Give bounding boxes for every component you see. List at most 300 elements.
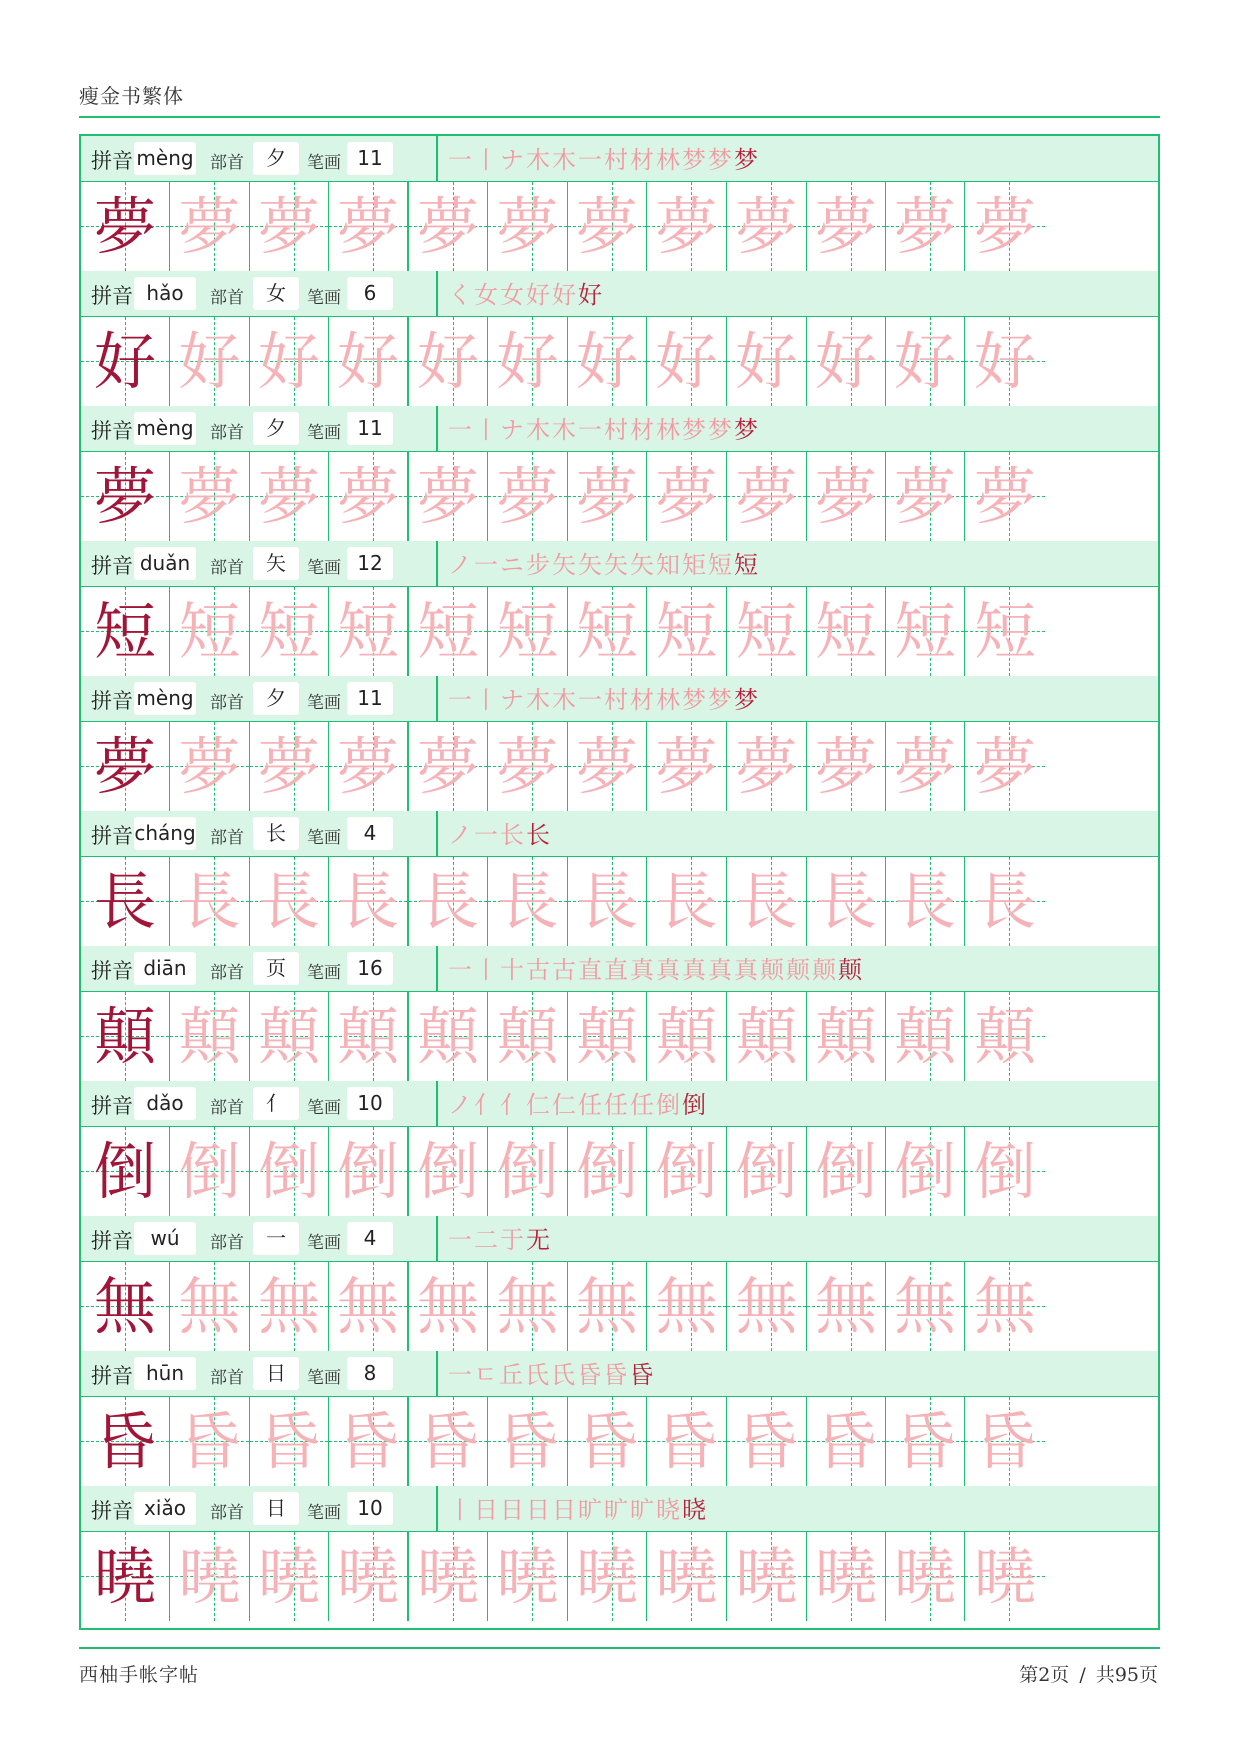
trace-character: 夢 <box>973 460 1036 533</box>
trace-cell[interactable] <box>727 1262 807 1351</box>
trace-cell[interactable] <box>568 1262 647 1351</box>
trace-cell[interactable] <box>647 1397 727 1486</box>
header-divider <box>79 116 1160 118</box>
trace-cell[interactable] <box>409 182 488 271</box>
trace-cell[interactable] <box>886 452 965 541</box>
trace-cell[interactable] <box>727 182 807 271</box>
trace-cell[interactable] <box>170 182 250 271</box>
trace-cell[interactable] <box>250 587 329 676</box>
trace-character: 好 <box>575 325 638 398</box>
trace-character: 夢 <box>257 190 320 263</box>
trace-cell[interactable] <box>250 1532 329 1621</box>
trace-character: 好 <box>416 325 479 398</box>
trace-cell[interactable] <box>727 317 807 406</box>
trace-cell[interactable] <box>329 1532 409 1621</box>
trace-character: 顛 <box>655 1000 718 1073</box>
trace-character: 短 <box>496 595 559 668</box>
trace-cell[interactable] <box>886 1397 965 1486</box>
trace-cell[interactable] <box>488 857 568 946</box>
trace-character: 長 <box>655 865 718 938</box>
trace-character: 長 <box>893 865 956 938</box>
trace-cell[interactable] <box>250 1397 329 1486</box>
trace-cell[interactable] <box>329 182 409 271</box>
trace-character: 顛 <box>575 1000 638 1073</box>
trace-character: 長 <box>575 865 638 938</box>
radical-label: 部首 <box>210 153 244 173</box>
trace-character: 曉 <box>814 1540 877 1613</box>
trace-character: 倒 <box>257 1135 320 1208</box>
stroke-count-value: 4 <box>347 1222 393 1255</box>
trace-cell[interactable] <box>807 452 886 541</box>
pinyin-label: 拼音 <box>91 284 133 308</box>
trace-cell[interactable] <box>807 722 886 811</box>
trace-cell[interactable] <box>488 1127 568 1216</box>
stroke-count-value: 11 <box>347 142 393 175</box>
model-cell <box>81 857 170 946</box>
radical-label: 部首 <box>210 693 244 713</box>
trace-character: 夢 <box>496 460 559 533</box>
trace-cell[interactable] <box>488 722 568 811</box>
trace-character: 短 <box>655 595 718 668</box>
trace-character: 夢 <box>178 460 241 533</box>
radical-value: 日 <box>253 1357 299 1390</box>
trace-cell[interactable] <box>488 587 568 676</box>
stroke-order-sequence: 一丨十古古直直真真真真真颠颠颠颠 <box>448 956 864 984</box>
entry-meta <box>81 946 438 991</box>
trace-cell[interactable] <box>727 857 807 946</box>
trace-cell[interactable] <box>807 1127 886 1216</box>
trace-cell[interactable] <box>807 992 886 1081</box>
trace-cell[interactable] <box>488 992 568 1081</box>
entry-meta <box>81 1486 438 1531</box>
trace-character: 無 <box>973 1270 1036 1343</box>
trace-cell[interactable] <box>727 992 807 1081</box>
stroke-count-label: 笔画 <box>307 693 341 713</box>
trace-character: 夢 <box>735 460 798 533</box>
stroke-order-bar <box>438 1486 1158 1531</box>
trace-cell[interactable] <box>965 1532 1045 1621</box>
trace-cell[interactable] <box>568 1397 647 1486</box>
trace-cell[interactable] <box>409 857 488 946</box>
trace-cell[interactable] <box>886 857 965 946</box>
trace-cell[interactable] <box>409 452 488 541</box>
stroke-order-final: 梦 <box>734 416 760 444</box>
trace-character: 夢 <box>814 730 877 803</box>
model-cell <box>81 1127 170 1216</box>
stroke-count-label: 笔画 <box>307 1503 341 1523</box>
trace-character: 夢 <box>814 190 877 263</box>
stroke-order-bar <box>438 811 1158 856</box>
trace-cell[interactable] <box>807 317 886 406</box>
trace-cell[interactable] <box>329 857 409 946</box>
pinyin-label: 拼音 <box>91 554 133 578</box>
trace-character: 夢 <box>973 730 1036 803</box>
trace-character: 昏 <box>496 1405 559 1478</box>
trace-cell[interactable] <box>965 587 1045 676</box>
trace-cell[interactable] <box>965 722 1045 811</box>
trace-cell[interactable] <box>886 1127 965 1216</box>
trace-cell[interactable] <box>488 1262 568 1351</box>
trace-cell[interactable] <box>727 587 807 676</box>
trace-cell[interactable] <box>488 1397 568 1486</box>
trace-cell[interactable] <box>965 1397 1045 1486</box>
trace-character: 長 <box>814 865 877 938</box>
trace-character: 夢 <box>416 460 479 533</box>
trace-cell[interactable] <box>170 1532 250 1621</box>
trace-character: 曉 <box>893 1540 956 1613</box>
stroke-order-sequence: く女女好好好 <box>448 281 604 309</box>
trace-cell[interactable] <box>647 587 727 676</box>
trace-cell[interactable] <box>807 1532 886 1621</box>
stroke-order-sequence: 一丨ナ木木一村材林梦梦梦 <box>448 686 760 714</box>
radical-label: 部首 <box>210 1368 244 1388</box>
trace-character: 無 <box>814 1270 877 1343</box>
trace-character: 夢 <box>257 730 320 803</box>
stroke-order-sequence: 一丨ナ木木一村材林梦梦梦 <box>448 416 760 444</box>
trace-cell[interactable] <box>727 1532 807 1621</box>
stroke-count-label: 笔画 <box>307 828 341 848</box>
trace-cell[interactable] <box>965 992 1045 1081</box>
model-cell <box>81 182 170 271</box>
model-character: 無 <box>93 1270 156 1343</box>
trace-character: 夢 <box>575 730 638 803</box>
pinyin-label: 拼音 <box>91 419 133 443</box>
trace-cell[interactable] <box>488 452 568 541</box>
practice-row <box>81 1127 1158 1216</box>
trace-cell[interactable] <box>965 317 1045 406</box>
pinyin-value: wú <box>134 1222 196 1255</box>
trace-character: 夢 <box>416 730 479 803</box>
practice-grid <box>79 134 1160 1630</box>
trace-cell[interactable] <box>250 452 329 541</box>
entry-meta <box>81 136 438 181</box>
trace-character: 短 <box>973 595 1036 668</box>
trace-character: 昏 <box>336 1405 399 1478</box>
trace-cell[interactable] <box>329 1127 409 1216</box>
trace-character: 好 <box>178 325 241 398</box>
trace-character: 曉 <box>336 1540 399 1613</box>
stroke-order-final: 短 <box>734 551 760 579</box>
trace-cell[interactable] <box>568 1532 647 1621</box>
trace-cell[interactable] <box>170 1397 250 1486</box>
trace-cell[interactable] <box>250 182 329 271</box>
trace-cell[interactable] <box>886 587 965 676</box>
trace-character: 昏 <box>735 1405 798 1478</box>
trace-cell[interactable] <box>727 1397 807 1486</box>
trace-cell[interactable] <box>886 1532 965 1621</box>
stroke-order-final: 晓 <box>682 1496 708 1524</box>
trace-cell[interactable] <box>886 1262 965 1351</box>
trace-character: 好 <box>655 325 718 398</box>
trace-character: 昏 <box>257 1405 320 1478</box>
trace-character: 昏 <box>575 1405 638 1478</box>
pinyin-value: hūn <box>134 1357 196 1390</box>
practice-row <box>81 1532 1158 1621</box>
trace-cell[interactable] <box>727 1127 807 1216</box>
trace-character: 夢 <box>336 460 399 533</box>
practice-row <box>81 182 1158 271</box>
model-character: 昏 <box>93 1405 156 1478</box>
trace-character: 曉 <box>178 1540 241 1613</box>
trace-cell[interactable] <box>965 182 1045 271</box>
trace-character: 倒 <box>655 1135 718 1208</box>
trace-cell[interactable] <box>250 1262 329 1351</box>
pinyin-label: 拼音 <box>91 149 133 173</box>
trace-character: 倒 <box>575 1135 638 1208</box>
trace-character: 夢 <box>496 730 559 803</box>
stroke-count-value: 6 <box>347 277 393 310</box>
radical-value: 夕 <box>253 142 299 175</box>
stroke-order-bar <box>438 1081 1158 1126</box>
model-character: 倒 <box>93 1135 156 1208</box>
trace-cell[interactable] <box>409 1397 488 1486</box>
trace-character: 顛 <box>973 1000 1036 1073</box>
trace-cell[interactable] <box>409 587 488 676</box>
trace-cell[interactable] <box>965 1262 1045 1351</box>
trace-cell[interactable] <box>329 992 409 1081</box>
trace-cell[interactable] <box>807 857 886 946</box>
entry-meta <box>81 1216 438 1261</box>
radical-label: 部首 <box>210 963 244 983</box>
trace-character: 昏 <box>178 1405 241 1478</box>
model-character: 好 <box>93 325 156 398</box>
model-cell <box>81 587 170 676</box>
trace-cell[interactable] <box>647 452 727 541</box>
pinyin-label: 拼音 <box>91 1499 133 1523</box>
trace-cell[interactable] <box>965 857 1045 946</box>
trace-character: 顛 <box>814 1000 877 1073</box>
entry-info-bar <box>81 946 1158 992</box>
trace-cell[interactable] <box>329 1397 409 1486</box>
trace-character: 短 <box>575 595 638 668</box>
trace-cell[interactable] <box>647 722 727 811</box>
trace-cell[interactable] <box>647 857 727 946</box>
trace-character: 夢 <box>496 190 559 263</box>
trace-character: 長 <box>416 865 479 938</box>
trace-cell[interactable] <box>727 722 807 811</box>
trace-cell[interactable] <box>409 317 488 406</box>
trace-character: 倒 <box>178 1135 241 1208</box>
trace-cell[interactable] <box>568 857 647 946</box>
trace-cell[interactable] <box>568 182 647 271</box>
pinyin-value: cháng <box>134 817 196 850</box>
trace-cell[interactable] <box>250 992 329 1081</box>
trace-character: 昏 <box>655 1405 718 1478</box>
trace-character: 短 <box>416 595 479 668</box>
pinyin-value: diān <box>134 952 196 985</box>
pinyin-label: 拼音 <box>91 959 133 983</box>
entry-meta <box>81 676 438 721</box>
stroke-order-final: 无 <box>526 1226 552 1254</box>
model-character: 長 <box>93 865 156 938</box>
model-cell <box>81 722 170 811</box>
stroke-order-bar <box>438 1216 1158 1261</box>
pinyin-label: 拼音 <box>91 824 133 848</box>
trace-cell[interactable] <box>329 722 409 811</box>
trace-cell[interactable] <box>568 452 647 541</box>
trace-cell[interactable] <box>409 1262 488 1351</box>
stroke-order-sequence: 一ㄷ丘氏氏昏昏昏 <box>448 1361 656 1389</box>
stroke-count-value: 12 <box>347 547 393 580</box>
trace-cell[interactable] <box>170 587 250 676</box>
trace-cell[interactable] <box>170 722 250 811</box>
stroke-count-label: 笔画 <box>307 1098 341 1118</box>
trace-cell[interactable] <box>568 587 647 676</box>
trace-cell[interactable] <box>568 992 647 1081</box>
trace-cell[interactable] <box>807 1262 886 1351</box>
trace-character: 長 <box>973 865 1036 938</box>
trace-cell[interactable] <box>807 182 886 271</box>
trace-cell[interactable] <box>170 1262 250 1351</box>
stroke-count-value: 10 <box>347 1492 393 1525</box>
stroke-order-bar <box>438 541 1158 586</box>
trace-character: 夢 <box>655 460 718 533</box>
trace-character: 顛 <box>496 1000 559 1073</box>
trace-cell[interactable] <box>807 1397 886 1486</box>
trace-character: 無 <box>735 1270 798 1343</box>
trace-character: 曉 <box>257 1540 320 1613</box>
trace-character: 顛 <box>893 1000 956 1073</box>
trace-cell[interactable] <box>170 317 250 406</box>
trace-character: 夢 <box>973 190 1036 263</box>
stroke-order-bar <box>438 676 1158 721</box>
trace-character: 短 <box>257 595 320 668</box>
radical-label: 部首 <box>210 558 244 578</box>
trace-character: 長 <box>178 865 241 938</box>
trace-character: 夢 <box>893 460 956 533</box>
trace-character: 顛 <box>257 1000 320 1073</box>
trace-cell[interactable] <box>886 317 965 406</box>
trace-cell[interactable] <box>965 1127 1045 1216</box>
trace-cell[interactable] <box>647 1262 727 1351</box>
trace-cell[interactable] <box>329 317 409 406</box>
trace-cell[interactable] <box>727 452 807 541</box>
trace-cell[interactable] <box>250 857 329 946</box>
trace-cell[interactable] <box>568 1127 647 1216</box>
trace-cell[interactable] <box>409 992 488 1081</box>
trace-cell[interactable] <box>250 722 329 811</box>
stroke-count-value: 16 <box>347 952 393 985</box>
trace-cell[interactable] <box>886 722 965 811</box>
trace-character: 昏 <box>416 1405 479 1478</box>
radical-value: 矢 <box>253 547 299 580</box>
trace-cell[interactable] <box>170 857 250 946</box>
trace-character: 短 <box>178 595 241 668</box>
trace-cell[interactable] <box>170 992 250 1081</box>
trace-cell[interactable] <box>647 992 727 1081</box>
trace-character: 夢 <box>257 460 320 533</box>
trace-character: 昏 <box>893 1405 956 1478</box>
radical-label: 部首 <box>210 423 244 443</box>
trace-cell[interactable] <box>807 587 886 676</box>
radical-value: 页 <box>253 952 299 985</box>
trace-character: 倒 <box>416 1135 479 1208</box>
pinyin-value: mèng <box>134 142 196 175</box>
trace-character: 倒 <box>496 1135 559 1208</box>
trace-character: 短 <box>735 595 798 668</box>
stroke-count-label: 笔画 <box>307 1368 341 1388</box>
trace-cell[interactable] <box>886 182 965 271</box>
trace-cell[interactable] <box>647 182 727 271</box>
current-page: 第2页 <box>1019 1664 1070 1686</box>
trace-cell[interactable] <box>250 317 329 406</box>
trace-character: 顛 <box>416 1000 479 1073</box>
trace-character: 長 <box>257 865 320 938</box>
model-cell <box>81 1397 170 1486</box>
trace-cell[interactable] <box>647 1127 727 1216</box>
trace-cell[interactable] <box>409 1532 488 1621</box>
stroke-count-label: 笔画 <box>307 1233 341 1253</box>
entry-meta <box>81 406 438 451</box>
trace-cell[interactable] <box>409 722 488 811</box>
radical-label: 部首 <box>210 1233 244 1253</box>
trace-cell[interactable] <box>170 1127 250 1216</box>
radical-label: 部首 <box>210 288 244 308</box>
trace-cell[interactable] <box>329 452 409 541</box>
stroke-count-value: 8 <box>347 1357 393 1390</box>
entry-info-bar <box>81 811 1158 857</box>
trace-cell[interactable] <box>488 1532 568 1621</box>
trace-character: 無 <box>575 1270 638 1343</box>
trace-cell[interactable] <box>488 182 568 271</box>
pinyin-value: hǎo <box>134 277 196 310</box>
trace-character: 夢 <box>735 730 798 803</box>
trace-cell[interactable] <box>886 992 965 1081</box>
trace-cell[interactable] <box>329 587 409 676</box>
trace-cell[interactable] <box>568 722 647 811</box>
trace-character: 好 <box>735 325 798 398</box>
trace-character: 短 <box>893 595 956 668</box>
trace-cell[interactable] <box>647 1532 727 1621</box>
model-character: 曉 <box>93 1540 156 1613</box>
trace-character: 倒 <box>893 1135 956 1208</box>
trace-character: 夢 <box>336 190 399 263</box>
trace-cell[interactable] <box>647 317 727 406</box>
page-title: 瘦金书繁体 <box>79 84 184 108</box>
trace-character: 曉 <box>973 1540 1036 1613</box>
trace-character: 好 <box>893 325 956 398</box>
trace-cell[interactable] <box>965 452 1045 541</box>
stroke-order-sequence: 丨日日日日旷旷旷晓晓 <box>448 1496 708 1524</box>
model-character: 夢 <box>93 190 156 263</box>
trace-character: 無 <box>416 1270 479 1343</box>
trace-character: 好 <box>973 325 1036 398</box>
radical-value: 长 <box>253 817 299 850</box>
trace-character: 夢 <box>655 730 718 803</box>
trace-character: 曉 <box>416 1540 479 1613</box>
model-cell <box>81 1532 170 1621</box>
stroke-count-value: 4 <box>347 817 393 850</box>
trace-character: 夢 <box>336 730 399 803</box>
stroke-order-final: 好 <box>578 281 604 309</box>
page-separator: / <box>1079 1664 1086 1686</box>
trace-character: 夢 <box>575 190 638 263</box>
trace-cell[interactable] <box>329 1262 409 1351</box>
trace-cell[interactable] <box>170 452 250 541</box>
stroke-count-value: 11 <box>347 682 393 715</box>
practice-row <box>81 587 1158 676</box>
trace-cell[interactable] <box>409 1127 488 1216</box>
trace-cell[interactable] <box>488 317 568 406</box>
trace-character: 無 <box>336 1270 399 1343</box>
trace-cell[interactable] <box>568 317 647 406</box>
trace-cell[interactable] <box>250 1127 329 1216</box>
trace-character: 顛 <box>735 1000 798 1073</box>
practice-row <box>81 992 1158 1081</box>
stroke-count-value: 10 <box>347 1087 393 1120</box>
entry-meta <box>81 541 438 586</box>
trace-character: 倒 <box>336 1135 399 1208</box>
